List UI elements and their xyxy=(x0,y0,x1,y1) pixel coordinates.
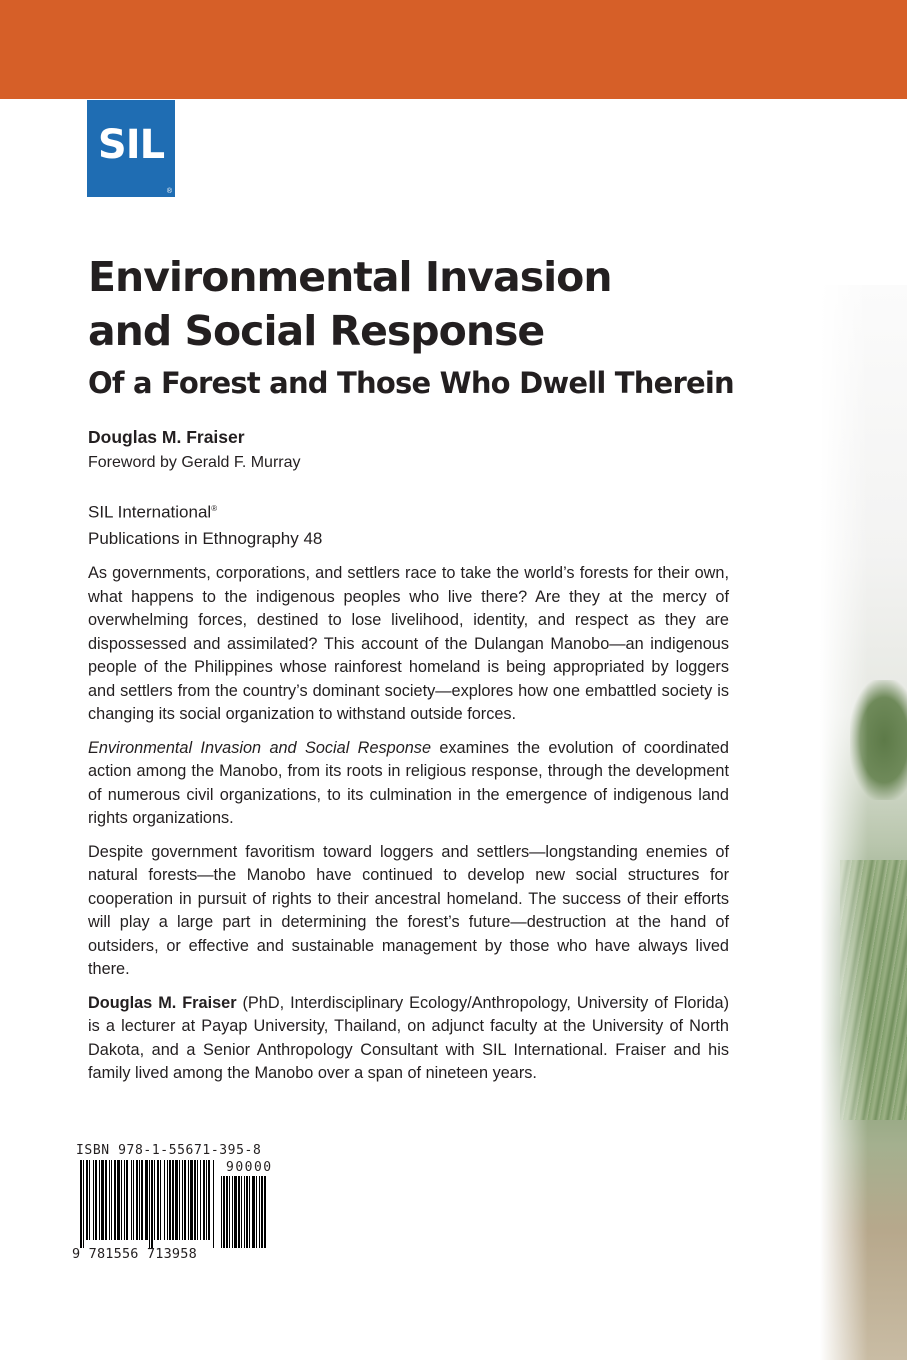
author-bio xyxy=(88,992,729,1086)
publisher-block xyxy=(88,496,322,552)
paragraph-2-text: examines the evolution of coordinated action among the Manobo, from its roots in religious response, through the development of numerous civil organizations, to its culmination in the emergence of indigenous land rights organizations. xyxy=(88,738,729,827)
bio-author-name: Douglas M. Fraiser xyxy=(88,993,237,1012)
description-text xyxy=(88,562,729,1096)
addon-barcode xyxy=(221,1176,266,1248)
barcode-number: 9 781556 713958 xyxy=(72,1246,197,1262)
book-title-italic: Environmental Invasion and Social Response xyxy=(88,738,431,757)
photo-fade-overlay xyxy=(820,285,907,1360)
logo-text: SIL xyxy=(97,122,165,168)
series-name: Publications in Ethnography 48 xyxy=(88,528,323,548)
sil-logo xyxy=(87,100,175,197)
logo-registered-mark: ® xyxy=(166,188,172,195)
publisher-name: SIL International xyxy=(88,502,212,522)
foreword-credit: Foreword by Gerald F. Murray xyxy=(88,454,301,471)
title-line-1: Environmental Invasion xyxy=(88,253,612,301)
author-name: Douglas M. Fraiser xyxy=(88,427,245,447)
title-line-2: and Social Response xyxy=(88,307,545,355)
isbn-label: ISBN 978-1-55671-395-8 xyxy=(76,1143,262,1158)
barcode-space xyxy=(214,1160,215,1240)
top-color-band xyxy=(0,0,907,99)
bio-text: (PhD, Interdisciplinary Ecology/Anthropology, University of Florida) is a lecturer at Payap University, Thailand, on adjunct faculty at the University of North Dakota, and a Senior Anthropology Consultant with SIL International. Fraiser and his family lived among the Manobo over a span of nineteen years. xyxy=(88,993,729,1082)
book-subtitle: Of a Forest and Those Who Dwell Therein xyxy=(88,366,734,400)
barcode-bar xyxy=(264,1176,266,1248)
description-paragraph-1: As governments, corporations, and settlers race to take the world’s forests for their own, what happens to the indigenous peoples who live there? Are they at the mercy of overwhelming forces, destined to lose livelihood, identity, and respect as they are dispossessed and assimilated? This account of the Dulangan Manobo—an indigenous people of the Philippines whose rainforest homeland is being appropriated by loggers and settlers from the country’s dominant society—explores how one embattled society is changing its social organization to withstand outside forces. xyxy=(88,564,729,723)
book-title xyxy=(88,250,612,358)
description-paragraph-3: Despite government favoritism toward loggers and settlers—longstanding enemies of natural forests—the Manobo have continued to develop new social structures for cooperation in pursuit of rights to their ancestral homeland. The success of their efforts will play a large part in determining the forest’s future—destruction at the hand of outsiders, or effective and sustainable management by those who have always lived there. xyxy=(88,842,729,978)
price-addon-number: 90000 xyxy=(226,1160,273,1175)
publisher-registered-mark: ® xyxy=(211,504,218,513)
description-paragraph-2 xyxy=(88,737,729,831)
isbn-barcode xyxy=(80,1160,215,1248)
